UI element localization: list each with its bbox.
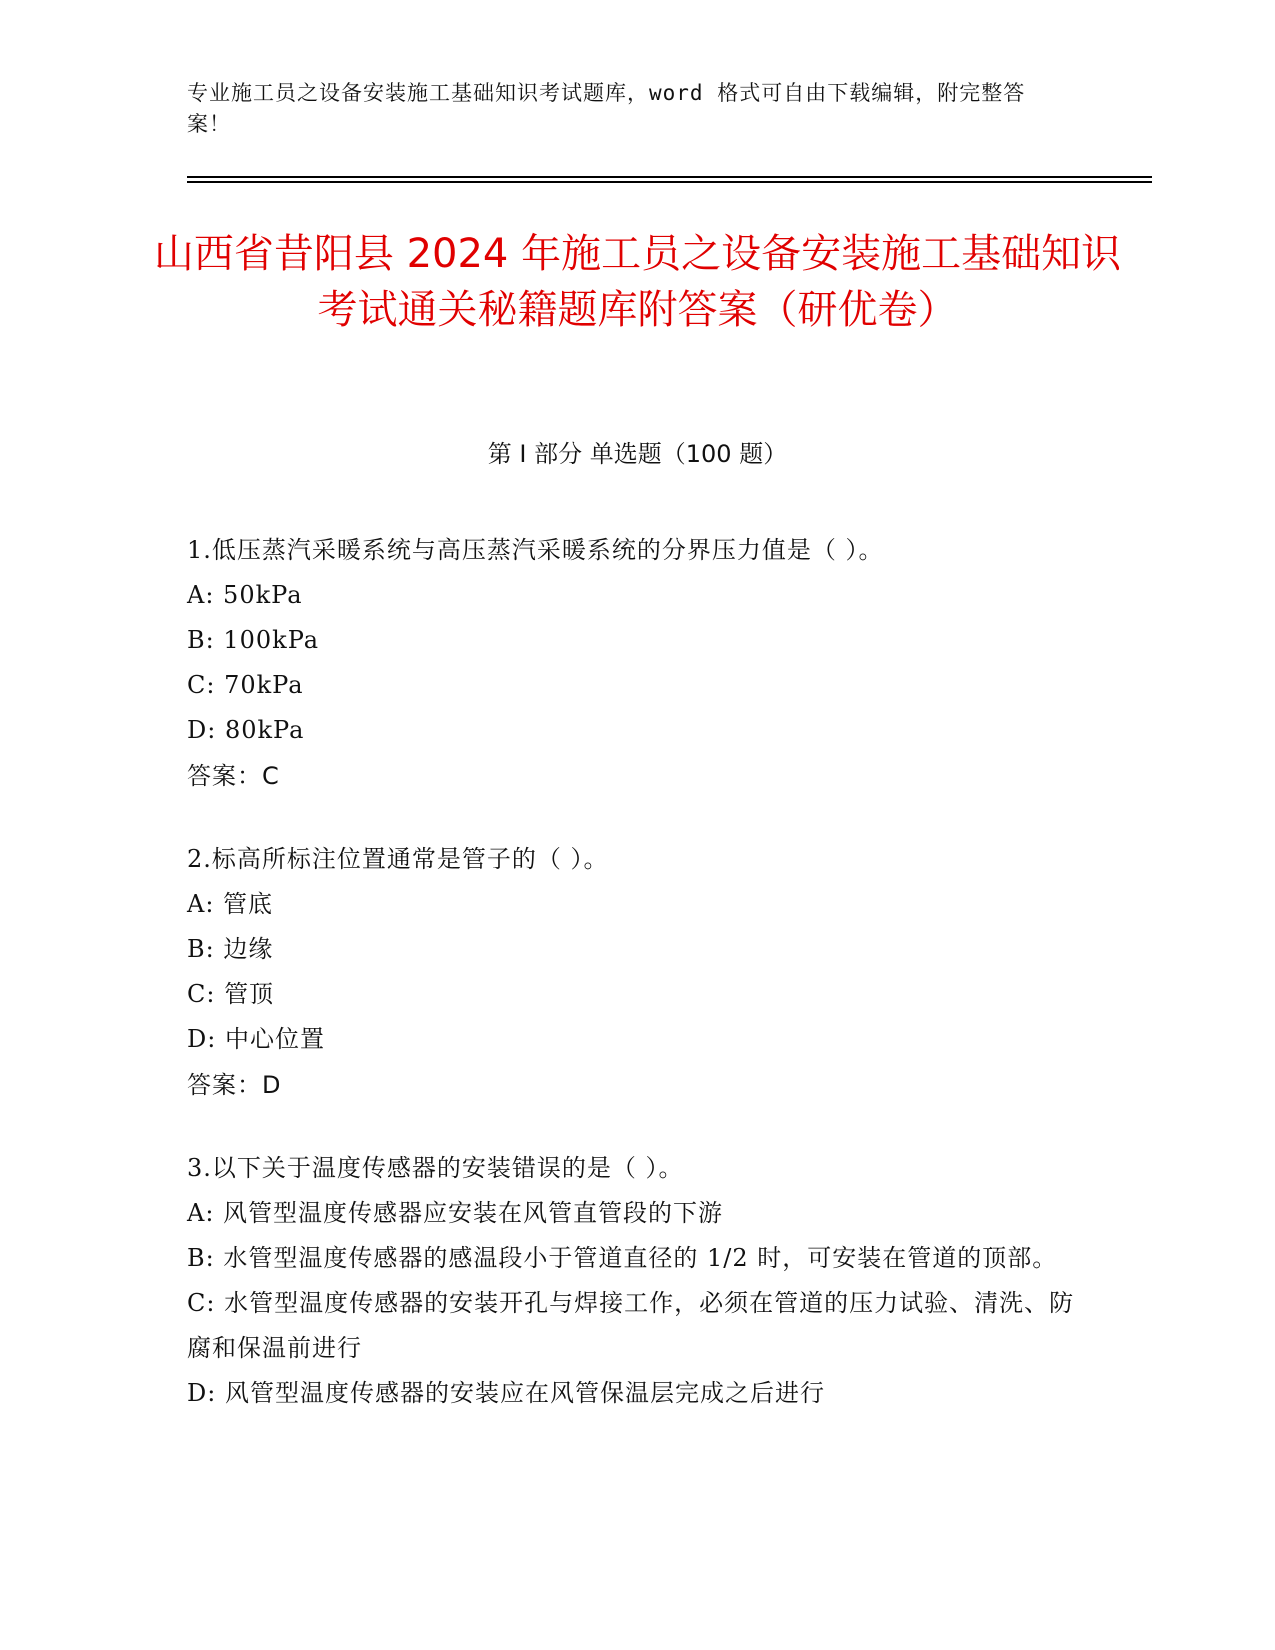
question-stem: 2.标高所标注位置通常是管子的（ ）。 <box>187 845 609 873</box>
option-a: A: 50kPa <box>187 581 303 609</box>
option-d: D: 80kPa <box>187 716 305 744</box>
option-b: B: 水管型温度传感器的感温段小于管道直径的 1/2 时，可安装在管道的顶部。 <box>187 1244 1058 1272</box>
header-divider-top <box>187 176 1152 178</box>
option-a: A: 风管型温度传感器应安装在风管直管段的下游 <box>187 1199 724 1227</box>
option-b: B: 边缘 <box>187 935 274 963</box>
option-b: B: 100kPa <box>187 626 320 654</box>
option-c: C: 70kPa <box>187 671 304 699</box>
section-title: 第 I 部分 单选题（100 题） <box>487 440 788 468</box>
question-stem: 1.低压蒸汽采暖系统与高压蒸汽采暖系统的分界压力值是（ ）。 <box>187 536 884 564</box>
question-stem: 3.以下关于温度传感器的安装错误的是（ ）。 <box>187 1154 684 1182</box>
answer-line: 答案：D <box>187 1071 282 1099</box>
header-note: 专业施工员之设备安装施工基础知识考试题库，word 格式可自由下载编辑，附完整答案！ <box>187 81 1026 136</box>
option-d: D: 风管型温度传感器的安装应在风管保温层完成之后进行 <box>187 1379 825 1407</box>
option-c: C: 管顶 <box>187 980 275 1008</box>
option-c: C: 水管型温度传感器的安装开孔与焊接工作，必须在管道的压力试验、清洗、防腐和保温前进行 <box>187 1289 1075 1362</box>
document-title: 山西省昔阳县 2024 年施工员之设备安装施工基础知识考试通关秘籍题库附答案（研优卷） <box>153 231 1122 333</box>
question-1 <box>187 528 1077 799</box>
question-2 <box>187 837 1077 1108</box>
answer-line: 答案：C <box>187 762 280 790</box>
question-list <box>187 528 1077 1454</box>
option-a: A: 管底 <box>187 890 274 918</box>
option-d: D: 中心位置 <box>187 1025 325 1053</box>
question-3 <box>187 1146 1077 1416</box>
header-divider-bottom <box>187 181 1152 183</box>
